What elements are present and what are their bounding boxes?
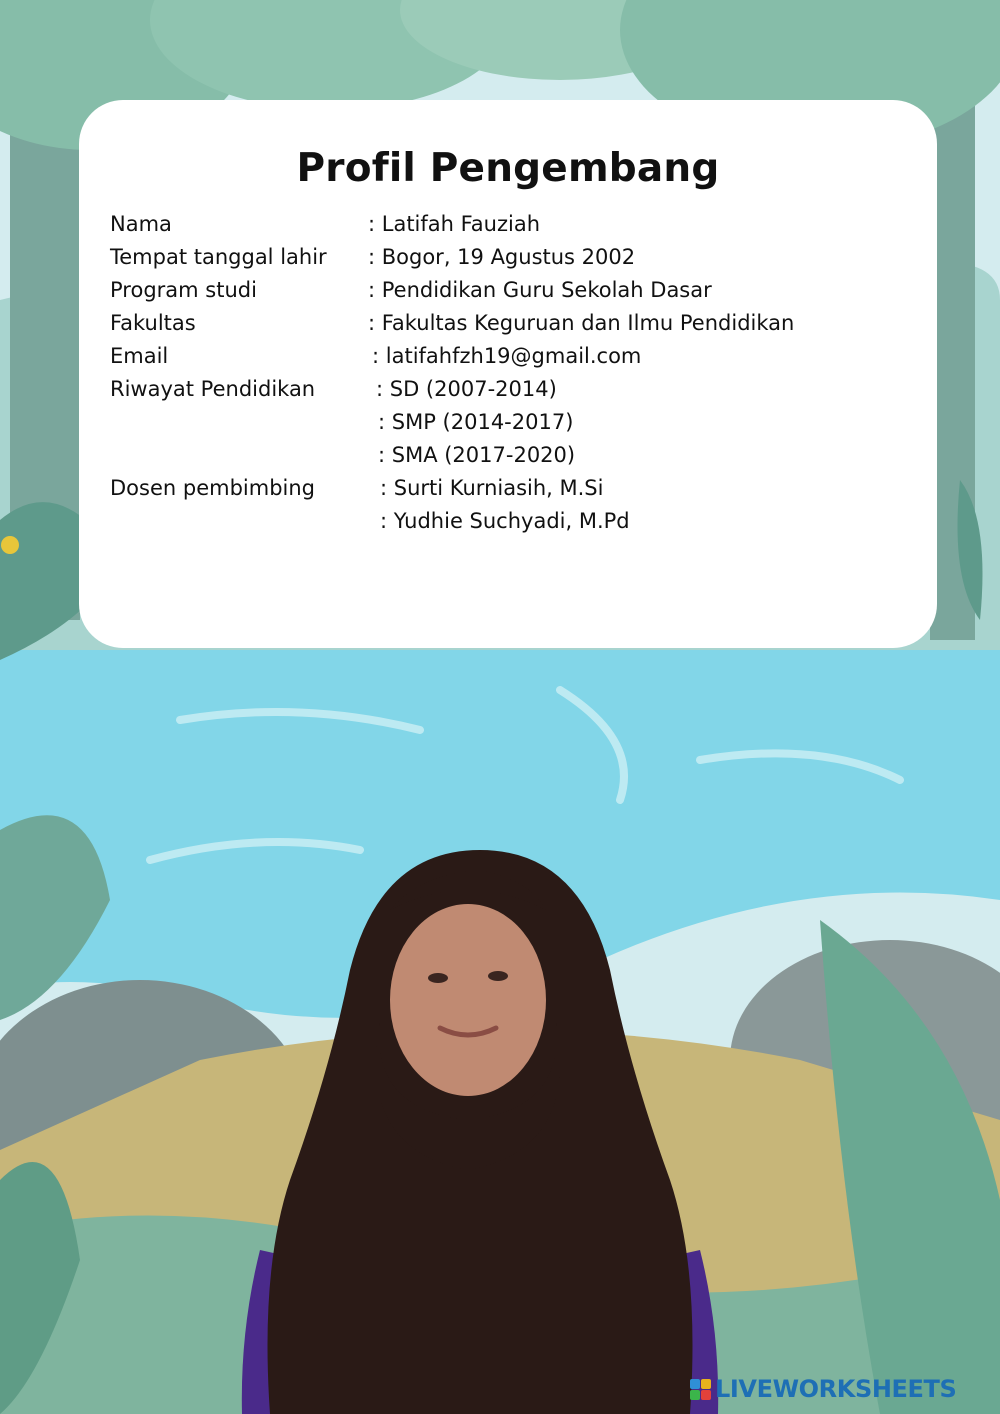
liveworksheets-logo (690, 1374, 956, 1404)
field-label: Riwayat Pendidikan (110, 377, 316, 401)
page-title: Profil Pengembang (296, 146, 720, 191)
field-label: Tempat tanggal lahir (110, 245, 327, 269)
profile-card (79, 100, 937, 648)
field-value: : latifahfzh19@gmail.com (372, 344, 642, 368)
field-label: Nama (110, 212, 172, 236)
watermark-text: LIVEWORKSHEETS (715, 1375, 957, 1403)
liveworksheets-logo-icon (690, 1379, 711, 1400)
field-value: : SMP (2014-2017) (378, 410, 574, 434)
field-label: Email (110, 344, 169, 368)
field-value: : Fakultas Keguruan dan Ilmu Pendidikan (368, 311, 795, 335)
field-value: : SD (2007-2014) (376, 377, 557, 401)
field-label: Program studi (110, 278, 257, 302)
field-label: Fakultas (110, 311, 196, 335)
field-value: : Yudhie Suchyadi, M.Pd (380, 509, 630, 533)
field-value: : Bogor, 19 Agustus 2002 (368, 245, 636, 269)
field-value: : SMA (2017-2020) (378, 443, 576, 467)
field-label: Dosen pembimbing (110, 476, 315, 500)
field-value: : Latifah Fauziah (368, 212, 540, 236)
field-value: : Pendidikan Guru Sekolah Dasar (368, 278, 712, 302)
field-value: : Surti Kurniasih, M.Si (380, 476, 604, 500)
profile-photo (230, 850, 730, 1414)
